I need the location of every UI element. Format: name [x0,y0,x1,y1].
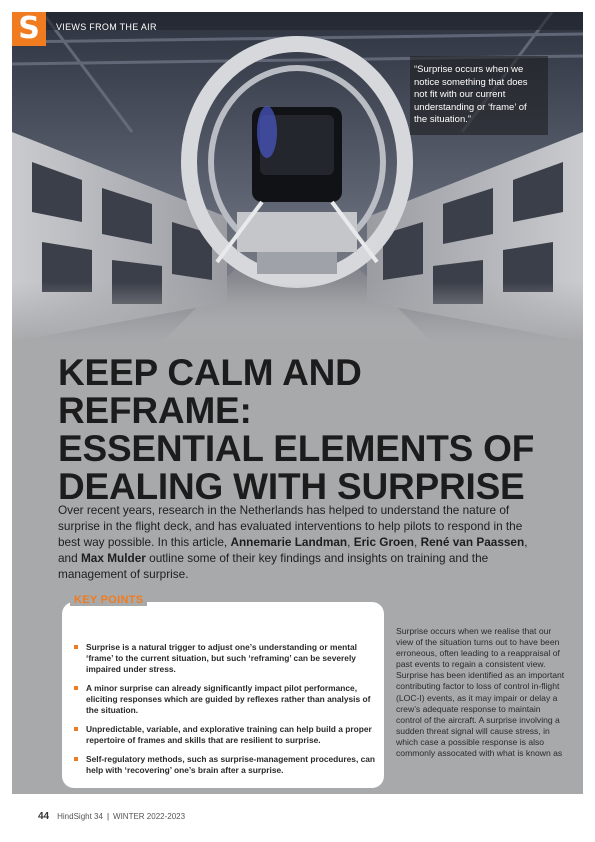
publication-name: HindSight 34 [57,812,103,821]
issue-label: WINTER 2022-2023 [113,812,186,821]
bullet-icon [74,686,78,690]
body-column: Surprise occurs when we realise that our view of the situation turns out to have been erroneous, often leading to a reappraisal of past events to regain a consistent view. Surprise has been identified as an important contributing factor to loss of control in-flight (LOC-I) events, as it may impair or delay a crew’s adequate response to maintain control of the aircraft. A surprise involving a sudden threat signal will cause stress, in which case a possible response is also commonly assocated with what is known as [396,626,565,759]
key-points-list [74,642,376,784]
key-point-item: Surprise is a natural trigger to adjust one’s understanding or mental ‘frame’ to the current situation, but such ‘reframing’ can be severely impaired under stress. [74,642,376,675]
section-logo: S [12,12,46,46]
section-label: VIEWS FROM THE AIR [56,22,157,32]
author-name: René van Paassen [420,535,525,549]
key-point-item: Self-regulatory methods, such as surprise-management procedures, can help with ‘recovering’ one’s brain after a surprise. [74,754,376,776]
bullet-icon [74,757,78,761]
article-panel [12,12,583,794]
author-name: Eric Groen [353,535,415,549]
footer-separator: | [106,812,110,821]
bullet-icon [74,645,78,649]
page-number: 44 [38,811,50,822]
article-title [58,354,538,506]
title-line: KEEP CALM AND REFRAME: [58,352,362,431]
key-point-item: A minor surprise can already significantly impact pilot performance, eliciting responses which are guided by reflexes rather than analysis of the situation. [74,683,376,716]
article-intro: Over recent years, research in the Netherlands has helped to understand the nature of surprise in the flight deck, and has evaluated interventions to help pilots to respond in the best way possible. In this article, Annemarie Landman, Eric Groen, René van Paassen, and Max Mulder outline some of their key findings and insights on training and the management of surprise. [58,503,528,581]
page-footer [38,811,185,822]
author-name: Max Mulder [80,551,146,565]
pull-quote: “Surprise occurs when we notice something that does not fit with our current understanding or ‘frame’ of the situation.” [410,56,548,135]
author-name: Annemarie Landman [230,535,348,549]
title-line: DEALING WITH SURPRISE [58,466,525,507]
bullet-icon [74,727,78,731]
key-point-item: Unpredictable, variable, and explorative training can help build a proper repertoire of frames and skills that are resilient to surprise. [74,724,376,746]
key-points-title: KEY POINTS [70,594,147,606]
hero-fade-overlay [12,282,583,342]
title-line: ESSENTIAL ELEMENTS OF [58,428,535,469]
